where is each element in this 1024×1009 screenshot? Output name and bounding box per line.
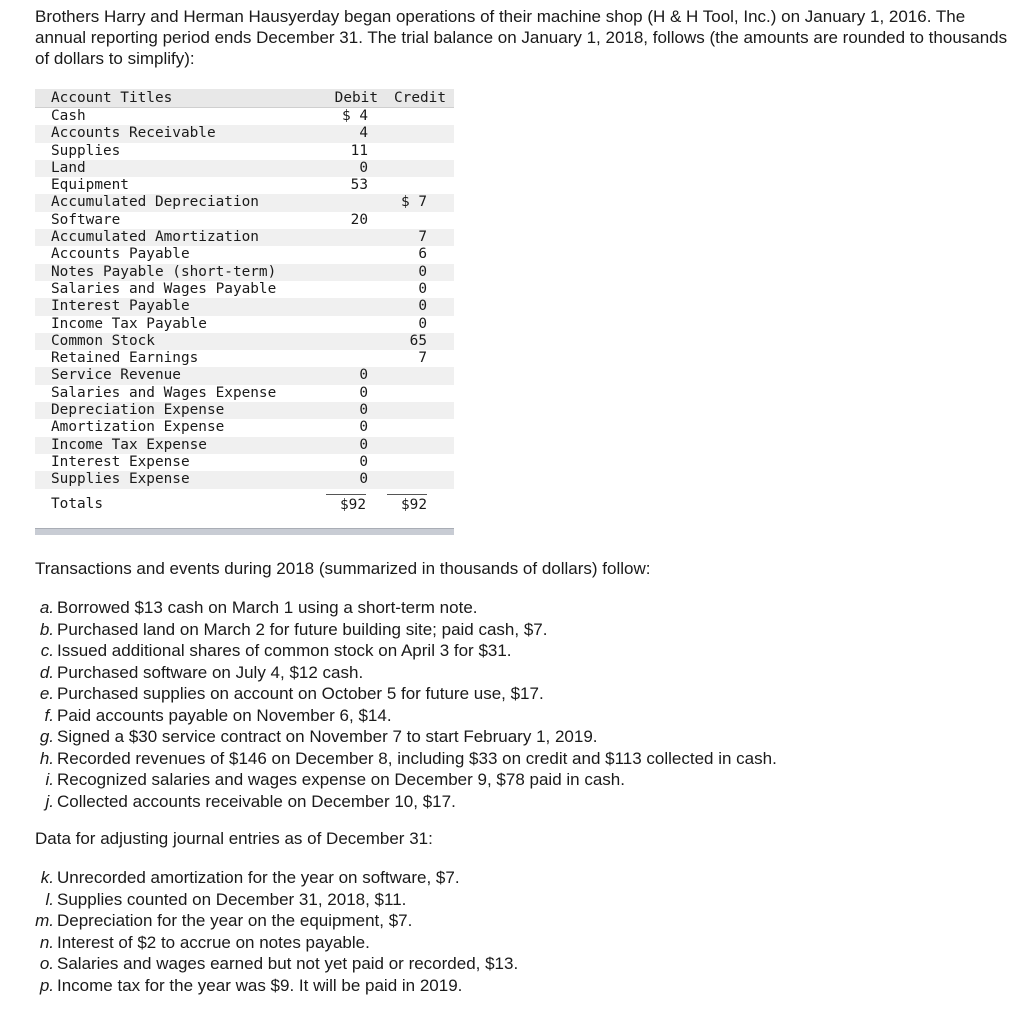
item-letter: h.: [39, 748, 54, 768]
item-text: Recorded revenues of $146 on December 8, including $33 on credit and $113 collected in cash.: [57, 748, 777, 768]
adjustment-item: [30, 932, 1000, 954]
account-cell: Amortization Expense: [51, 419, 225, 436]
item-text: Paid accounts payable on November 6, $14.: [57, 705, 392, 725]
header-credit: Credit: [394, 90, 446, 106]
account-cell: Notes Payable (short-term): [51, 263, 277, 280]
credit-cell: 7: [418, 229, 427, 246]
transaction-item: [30, 662, 1000, 684]
table-row: [35, 212, 454, 229]
table-row: [35, 160, 454, 177]
table-row: [35, 177, 454, 194]
transactions-list: [30, 597, 1000, 812]
credit-cell: 0: [418, 315, 427, 332]
table-row: [35, 125, 454, 142]
account-cell: Income Tax Expense: [51, 436, 207, 453]
account-cell: Depreciation Expense: [51, 402, 225, 419]
debit-cell: 0: [359, 402, 368, 419]
item-letter: k.: [40, 868, 54, 887]
item-text: Depreciation for the year on the equipment, $7.: [57, 911, 413, 930]
account-cell: Software: [51, 211, 121, 228]
debit-cell: 0: [359, 384, 368, 401]
account-cell: Supplies Expense: [51, 471, 190, 488]
transaction-item: [30, 748, 1000, 770]
adjusting-intro: Data for adjusting journal entries as of December 31:: [35, 829, 433, 848]
debit-cell: 0: [359, 471, 368, 488]
item-text: Collected accounts receivable on December 10, $17.: [57, 791, 456, 811]
item-text: Recognized salaries and wages expense on December 9, $78 paid in cash.: [57, 770, 625, 789]
item-text: Income tax for the year was $9. It will be paid in 2019.: [57, 975, 463, 995]
totals-credit: $92: [387, 494, 427, 515]
table-row: [35, 419, 454, 436]
table-row: [35, 298, 454, 315]
item-text: Borrowed $13 cash on March 1 using a short-term note.: [57, 598, 478, 617]
item-letter: n.: [39, 932, 54, 952]
item-letter: f.: [44, 705, 54, 725]
account-cell: Salaries and Wages Payable: [51, 280, 277, 297]
table-row: [35, 143, 454, 160]
transaction-item: [30, 726, 1000, 748]
item-letter: c.: [40, 641, 54, 660]
debit-cell: 4: [359, 125, 368, 142]
table-row: [35, 264, 454, 281]
header-debit: Debit: [334, 90, 378, 106]
account-cell: Supplies: [51, 142, 121, 159]
item-text: Interest of $2 to accrue on notes payable.: [57, 932, 370, 952]
account-cell: Service Revenue: [51, 367, 181, 384]
transaction-item: [30, 597, 1000, 619]
account-cell: Interest Payable: [51, 298, 190, 315]
item-text: Issued additional shares of common stock on April 3 for $31.: [57, 641, 512, 660]
credit-cell: 6: [418, 246, 427, 263]
debit-cell: $ 4: [342, 108, 368, 124]
account-cell: Salaries and Wages Expense: [51, 384, 277, 401]
account-cell: Cash: [51, 108, 86, 124]
item-letter: l.: [45, 889, 54, 909]
table-row: [35, 316, 454, 333]
table-row: [35, 402, 454, 419]
debit-cell: 0: [359, 159, 368, 176]
item-letter: p.: [39, 975, 54, 995]
account-cell: Common Stock: [51, 332, 155, 349]
table-row: [35, 350, 454, 367]
credit-cell: $ 7: [401, 194, 427, 211]
item-letter: a.: [39, 598, 54, 617]
item-text: Purchased software on July 4, $12 cash.: [57, 662, 364, 682]
item-text: Unrecorded amortization for the year on software, $7.: [57, 868, 460, 887]
header-account-titles: Account Titles: [51, 90, 173, 106]
debit-cell: 20: [350, 211, 368, 228]
transactions-intro: Transactions and events during 2018 (summarized in thousands of dollars) follow:: [35, 559, 651, 578]
totals-label: Totals: [51, 495, 103, 512]
adjustment-item: [30, 889, 1000, 911]
table-row: [35, 246, 454, 263]
item-text: Signed a $30 service contract on November 7 to start February 1, 2019.: [57, 727, 598, 746]
table-bottom-rule: [35, 528, 454, 535]
account-cell: Income Tax Payable: [51, 315, 207, 332]
adjustment-item: [30, 953, 1000, 975]
adjustment-item: [30, 910, 1000, 932]
table-row: [35, 385, 454, 402]
credit-cell: 65: [409, 332, 427, 349]
adjustment-item: [30, 867, 1000, 889]
totals-debit: $92: [326, 494, 366, 515]
credit-cell: 7: [418, 350, 427, 367]
table-row: [35, 229, 454, 246]
trial-balance-table: [35, 89, 454, 535]
table-body: [35, 108, 454, 489]
problem-intro: Brothers Harry and Herman Hausyerday began operations of their machine shop (H & H Tool, Inc.) on January 1, 2016. The annual reporting period ends December 31. The trial balance on January 1, 2018, follows (the amounts are rounded to thousands of dollars to simplify):: [35, 7, 1008, 68]
debit-cell: 0: [359, 436, 368, 453]
item-text: Salaries and wages earned but not yet paid or recorded, $13.: [57, 954, 519, 973]
item-letter: d.: [39, 662, 54, 682]
credit-cell: 0: [418, 263, 427, 280]
table-row: [35, 471, 454, 488]
table-row: [35, 333, 454, 350]
adjustment-item: [30, 975, 1000, 997]
account-cell: Accounts Payable: [51, 246, 190, 263]
item-text: Supplies counted on December 31, 2018, $11.: [57, 889, 407, 909]
debit-cell: 53: [350, 177, 368, 194]
item-letter: g.: [39, 727, 54, 746]
totals-row: [35, 494, 454, 514]
account-cell: Accumulated Amortization: [51, 229, 259, 246]
account-cell: Retained Earnings: [51, 350, 199, 367]
item-text: Purchased supplies on account on October 5 for future use, $17.: [57, 684, 544, 703]
transaction-item: [30, 683, 1000, 705]
transaction-item: [30, 791, 1000, 813]
table-row: [35, 281, 454, 298]
table-row: [35, 194, 454, 211]
transaction-item: [30, 769, 1000, 791]
item-letter: i.: [45, 770, 54, 789]
account-cell: Accumulated Depreciation: [51, 194, 259, 211]
item-letter: m.: [35, 911, 54, 930]
item-letter: j.: [45, 791, 54, 811]
debit-cell: 0: [359, 367, 368, 384]
table-row: [35, 108, 454, 125]
table-header: [35, 89, 454, 108]
item-text: Purchased land on March 2 for future building site; paid cash, $7.: [57, 619, 548, 639]
table-row: [35, 437, 454, 454]
credit-cell: 0: [418, 298, 427, 315]
table-row: [35, 367, 454, 384]
debit-cell: 0: [359, 419, 368, 436]
account-cell: Land: [51, 159, 86, 176]
debit-cell: 0: [359, 453, 368, 470]
adjustments-list: [30, 867, 1000, 996]
credit-cell: 0: [418, 280, 427, 297]
item-letter: b.: [39, 619, 54, 639]
account-cell: Accounts Receivable: [51, 125, 216, 142]
transaction-item: [30, 640, 1000, 662]
table-row: [35, 454, 454, 471]
transaction-item: [30, 619, 1000, 641]
account-cell: Equipment: [51, 177, 129, 194]
item-letter: o.: [39, 954, 54, 973]
item-letter: e.: [39, 684, 54, 703]
account-cell: Interest Expense: [51, 453, 190, 470]
transaction-item: [30, 705, 1000, 727]
debit-cell: 11: [350, 142, 368, 159]
